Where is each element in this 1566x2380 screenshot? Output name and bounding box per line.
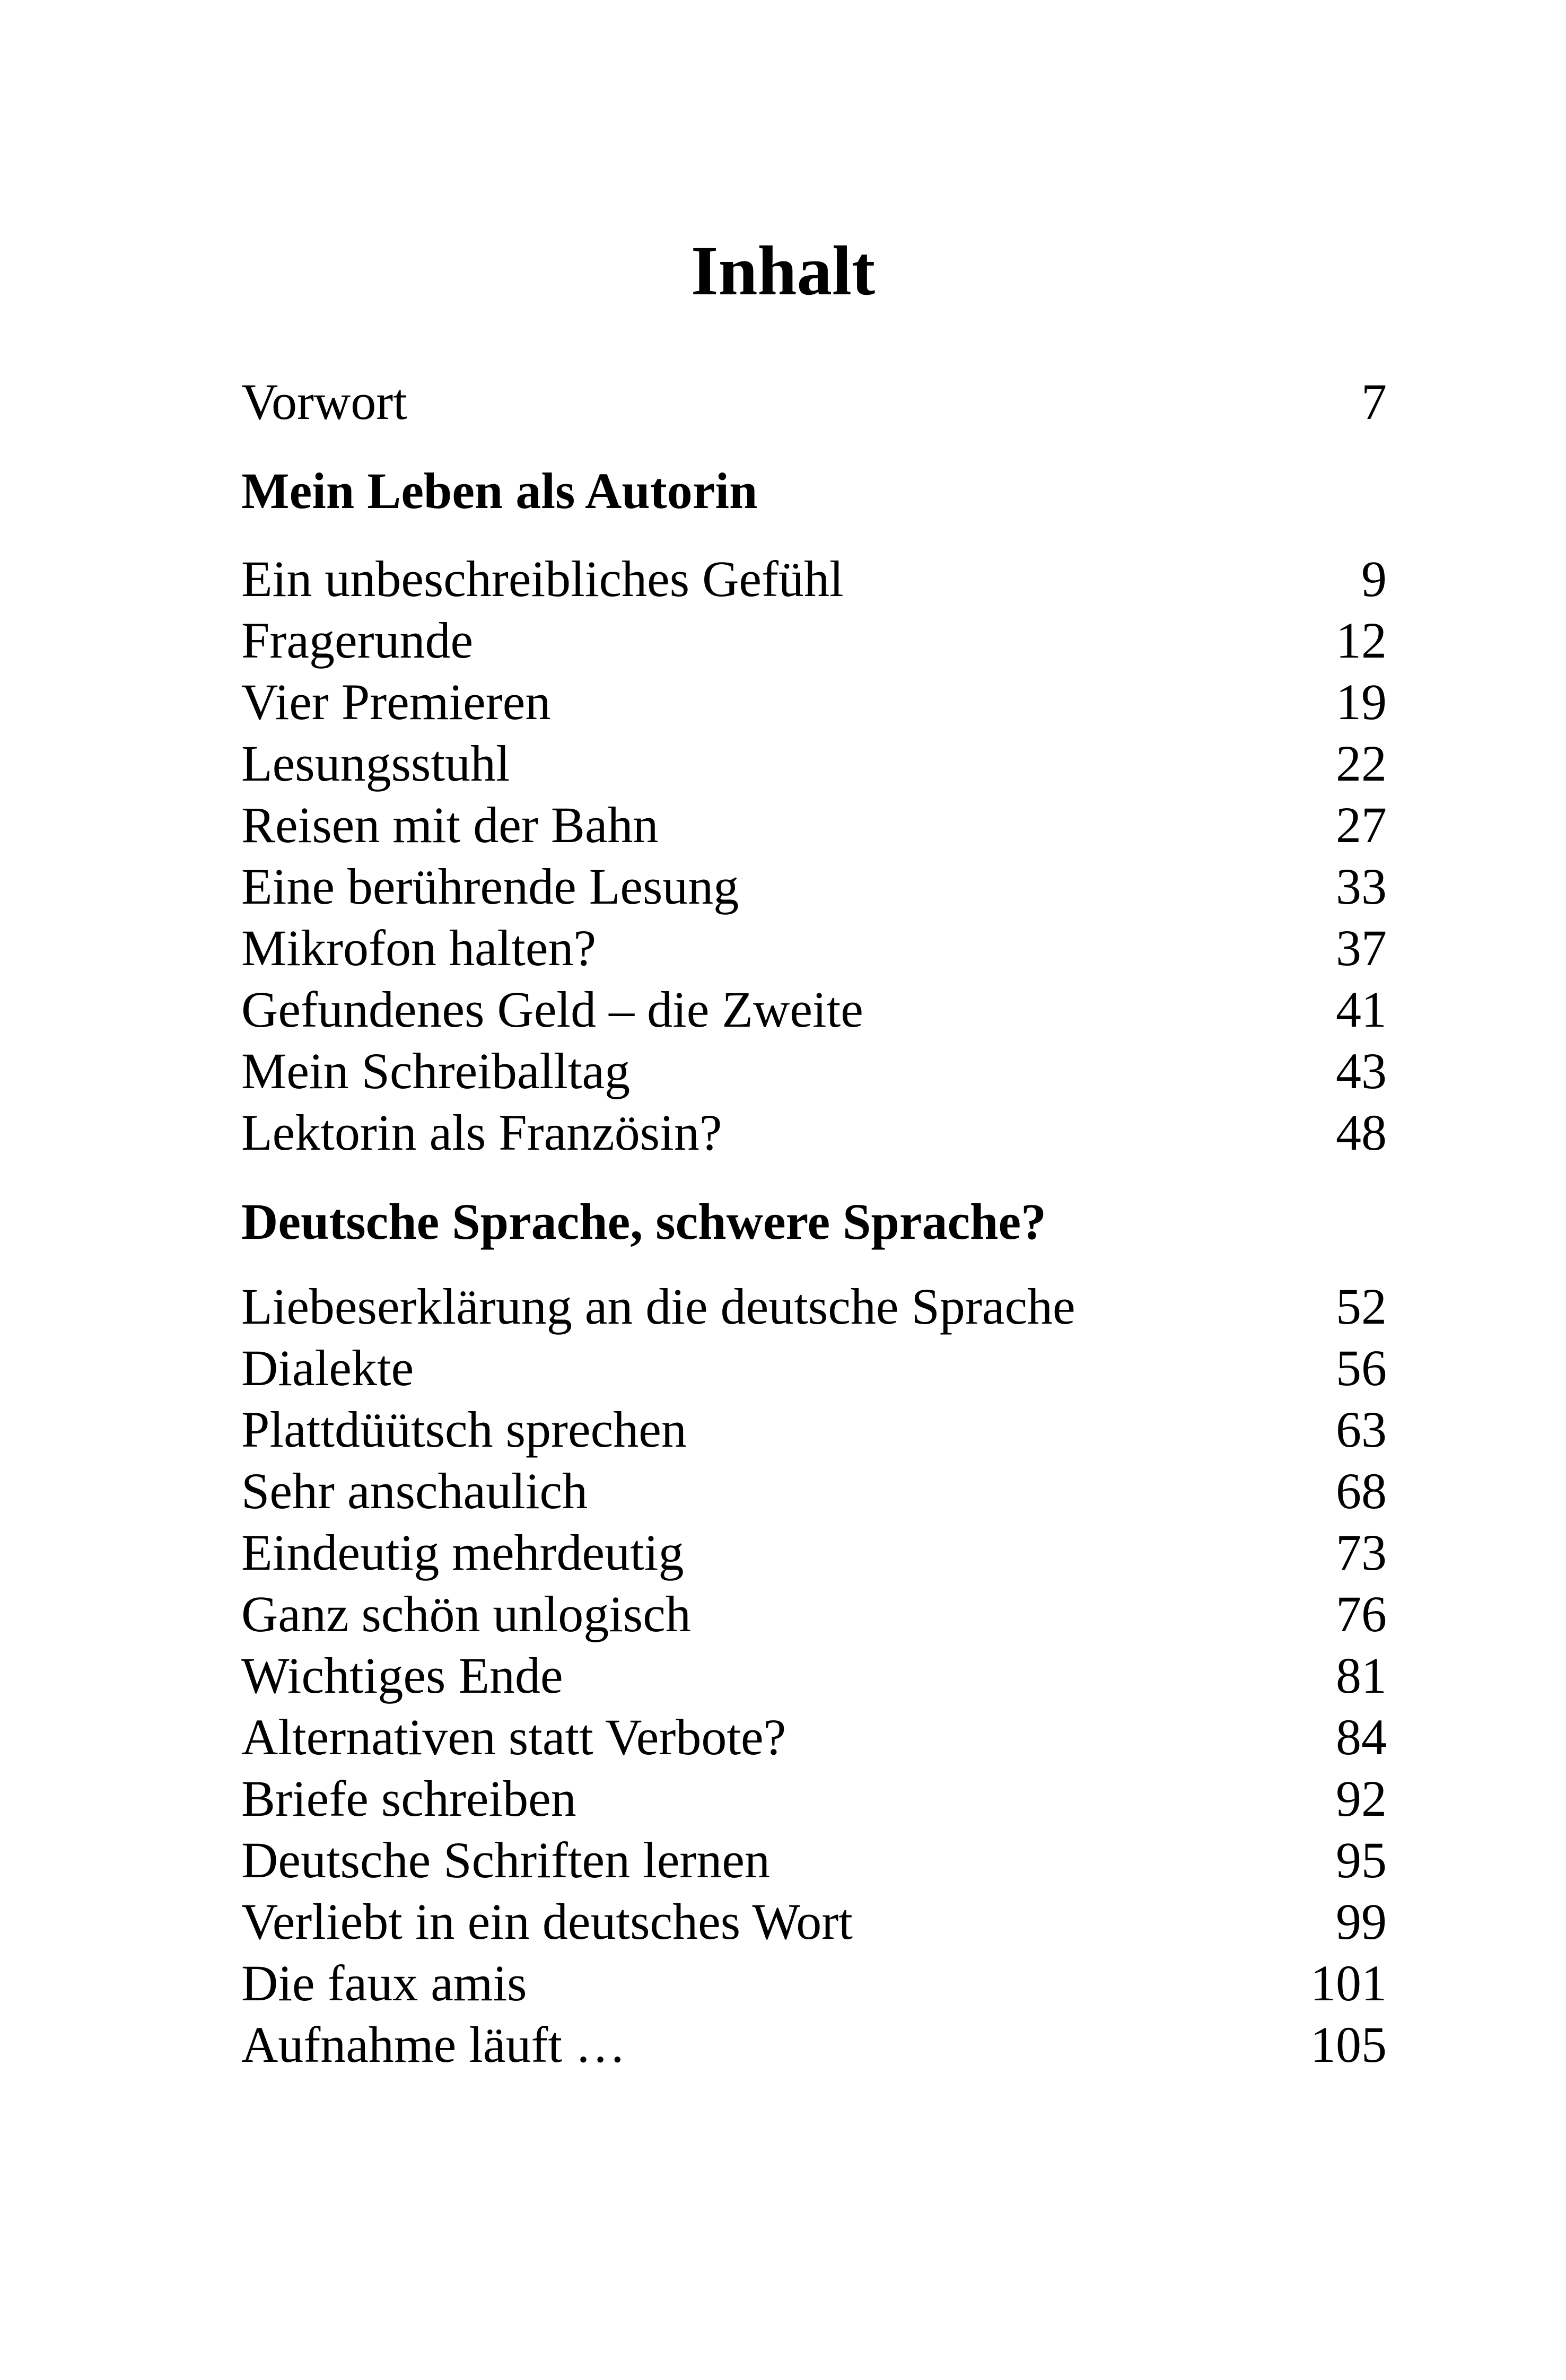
toc-entry [241, 1891, 1387, 1952]
toc-entry-page-number: 37 [1336, 920, 1387, 976]
toc-entry-page-number: 105 [1310, 2016, 1387, 2073]
page-title: Inhalt [690, 231, 876, 310]
toc-entry-title: Deutsche Schriften lernen [241, 1832, 770, 1888]
toc-entry [241, 1768, 1387, 1829]
toc-entry-title: Eine berührende Lesung [241, 858, 739, 915]
toc-entry-title: Die faux amis [241, 1955, 527, 2011]
toc-entry [241, 917, 1387, 978]
toc-entry-title: Aufnahme läuft … [241, 2016, 626, 2073]
toc-entry [241, 1645, 1387, 1706]
toc-entry [241, 610, 1387, 671]
toc-entry-title: Lektorin als Französin? [241, 1104, 722, 1161]
toc-entry-title: Eindeutig mehrdeutig [241, 1524, 684, 1581]
toc-entry-title: Gefundenes Geld – die Zweite [241, 981, 863, 1038]
toc-entry-title: Ein unbeschreibliches Gefühl [241, 550, 844, 607]
toc-entry-title: Ganz schön unlogisch [241, 1586, 691, 1642]
toc-entry-page-number: 92 [1336, 1770, 1387, 1827]
section-heading-sprache: Deutsche Sprache, schwere Sprache? [241, 1193, 1047, 1250]
toc-entry-page-number: 63 [1336, 1401, 1387, 1458]
toc-entry-page-number: 101 [1310, 1955, 1387, 2011]
toc-entry-page-number: 73 [1336, 1524, 1387, 1581]
toc-entry-page-number: 7 [1361, 373, 1387, 430]
toc-entry [241, 1102, 1387, 1163]
toc-entry-title: Vorwort [241, 373, 407, 430]
toc-entry [241, 1830, 1387, 1891]
toc-entry [241, 1040, 1387, 1101]
toc-entry-title: Lesungsstuhl [241, 735, 510, 792]
toc-entry-page-number: 41 [1336, 981, 1387, 1038]
toc-entry [241, 671, 1387, 732]
toc-entry-page-number: 84 [1336, 1709, 1387, 1765]
toc-entry-title: Alternativen statt Verbote? [241, 1709, 786, 1765]
section-heading-autorin: Mein Leben als Autorin [241, 462, 758, 519]
toc-entry-title: Briefe schreiben [241, 1770, 576, 1827]
toc-entry-page-number: 76 [1336, 1586, 1387, 1642]
toc-entry-page-number: 81 [1336, 1647, 1387, 1704]
toc-entry-page-number: 48 [1336, 1104, 1387, 1161]
toc-entry-page-number: 99 [1336, 1893, 1387, 1950]
toc-entry-page-number: 68 [1336, 1463, 1387, 1519]
toc-entry-title: Fragerunde [241, 612, 474, 669]
toc-entry [241, 1583, 1387, 1644]
toc-entry-page-number: 52 [1336, 1278, 1387, 1335]
toc-entry [241, 733, 1387, 794]
toc-entry-title: Vier Premieren [241, 673, 551, 730]
toc-entry-page-number: 95 [1336, 1832, 1387, 1888]
toc-entry-title: Mikrofon halten? [241, 920, 597, 976]
toc-entry [241, 1522, 1387, 1583]
toc-entry-page-number: 19 [1336, 673, 1387, 730]
toc-entry [241, 548, 1387, 609]
toc-entry [241, 1337, 1387, 1398]
toc-entry-page-number: 43 [1336, 1043, 1387, 1099]
toc-entry-title: Mein Schreiballtag [241, 1043, 631, 1099]
toc-entry-title: Sehr anschaulich [241, 1463, 588, 1519]
toc-entry-page-number: 12 [1336, 612, 1387, 669]
toc-entry-title: Reisen mit der Bahn [241, 797, 659, 853]
toc-entry-title: Verliebt in ein deutsches Wort [241, 1893, 853, 1950]
toc-entry-title: Liebeserklärung an die deutsche Sprache [241, 1278, 1075, 1335]
toc-entry [241, 1707, 1387, 1768]
toc-entry-page-number: 56 [1336, 1340, 1387, 1396]
toc-entry [241, 1399, 1387, 1460]
toc-entry-page-number: 9 [1361, 550, 1387, 607]
toc-entry [241, 1276, 1387, 1337]
toc-entry-page-number: 27 [1336, 797, 1387, 853]
toc-entry [241, 1953, 1387, 2014]
toc-entry-page-number: 33 [1336, 858, 1387, 915]
toc-entry-title: Plattdüütsch sprechen [241, 1401, 687, 1458]
toc-entry [241, 856, 1387, 917]
toc-entry [241, 2014, 1387, 2075]
toc-entry-title: Dialekte [241, 1340, 414, 1396]
toc-entry [241, 794, 1387, 855]
toc-entry [241, 979, 1387, 1040]
toc-entry-page-number: 22 [1336, 735, 1387, 792]
toc-entry [241, 1460, 1387, 1521]
toc-entry-vorwort [241, 371, 1387, 432]
toc-entry-title: Wichtiges Ende [241, 1647, 563, 1704]
